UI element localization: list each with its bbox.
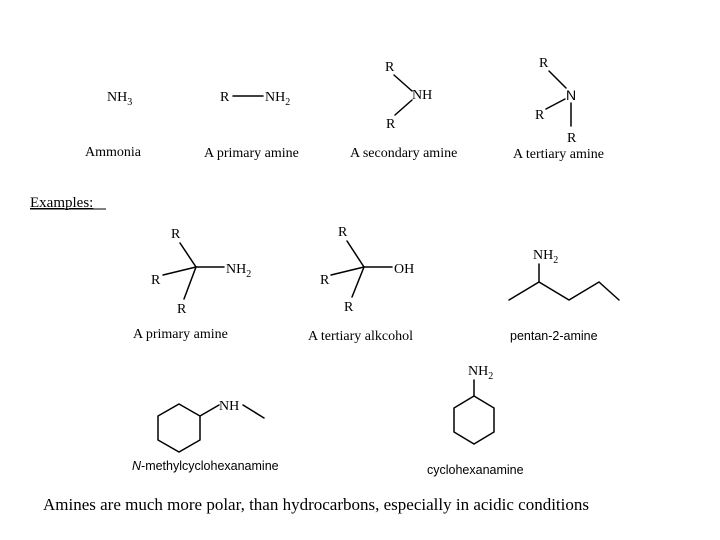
example-cyclohexanamine [427, 364, 524, 477]
ex5-cyclohexane-ring [454, 396, 494, 444]
example-primary-amine [133, 227, 251, 342]
ex1-bond-bottom [184, 267, 196, 299]
example-pentan-2-amine [509, 248, 619, 343]
secondary-caption: A secondary amine [350, 146, 458, 161]
ex1-r-left: R [151, 273, 161, 288]
ex1-bond-left [163, 267, 196, 275]
secondary-r-top: R [385, 60, 395, 75]
ammonia-formula: $NH_3$ [107, 90, 133, 108]
example-tertiary-alcohol [308, 225, 414, 344]
tertiary-bond-top [549, 71, 566, 88]
ex3-carbon-chain [509, 282, 619, 300]
ex4-cyclohexane-ring [158, 404, 200, 452]
tertiary-caption: A tertiary amine [513, 147, 604, 162]
tertiary-n-label: N [566, 87, 577, 103]
ex5-caption: cyclohexanamine [427, 463, 524, 477]
ex2-r-bottom: R [344, 300, 354, 315]
secondary-bond-top [394, 75, 412, 91]
tertiary-r-top: R [539, 56, 549, 71]
ammonia-structure [85, 90, 142, 160]
tertiary-bond-left [546, 99, 565, 109]
ex2-caption: A tertiary alkcohol [308, 329, 413, 344]
ex1-nh2-label: $NH_2$ [226, 262, 252, 280]
primary-r-label: R [220, 90, 230, 105]
ex4-bond-ring-nh [200, 405, 219, 416]
examples-label: Examples: [30, 195, 94, 211]
ex1-r-top: R [171, 227, 181, 242]
footer-statement: Amines are much more polar, than hydrocarbons, especially in acidic conditions [43, 495, 589, 514]
primary-nh2-label: $NH_2$ [265, 90, 291, 108]
ex1-caption: A primary amine [133, 327, 228, 342]
ex1-bond-top [180, 243, 196, 267]
primary-amine-structure [204, 90, 299, 161]
tertiary-r-left: R [535, 108, 545, 123]
secondary-bond-bottom [395, 100, 412, 115]
tertiary-r-bottom: R [567, 131, 577, 146]
ex2-bond-bottom [352, 267, 364, 297]
primary-caption: A primary amine [204, 146, 299, 161]
ammonia-caption: Ammonia [85, 145, 141, 160]
ex4-nh-label: NH [219, 399, 240, 414]
ex1-r-bottom: R [177, 302, 187, 317]
ex4-bond-methyl [243, 405, 264, 418]
ex2-r-top: R [338, 225, 348, 240]
tertiary-amine-structure [513, 56, 604, 162]
ex3-nh2-label: $NH_2$ [533, 248, 559, 266]
ex5-nh2-label: $NH_2$ [468, 364, 494, 382]
ex2-r-left: R [320, 273, 330, 288]
ex2-bond-top [347, 241, 364, 267]
secondary-nh-label: NH [412, 88, 433, 103]
secondary-r-bottom: R [386, 117, 396, 132]
ex3-caption: pentan-2-amine [510, 329, 598, 343]
ex4-caption: N-methylcyclohexanamine [132, 459, 279, 473]
secondary-amine-structure [350, 60, 457, 161]
ex2-bond-left [331, 267, 364, 275]
example-n-methylcyclohexanamine [132, 399, 279, 473]
ex2-oh-label: OH [394, 262, 415, 277]
